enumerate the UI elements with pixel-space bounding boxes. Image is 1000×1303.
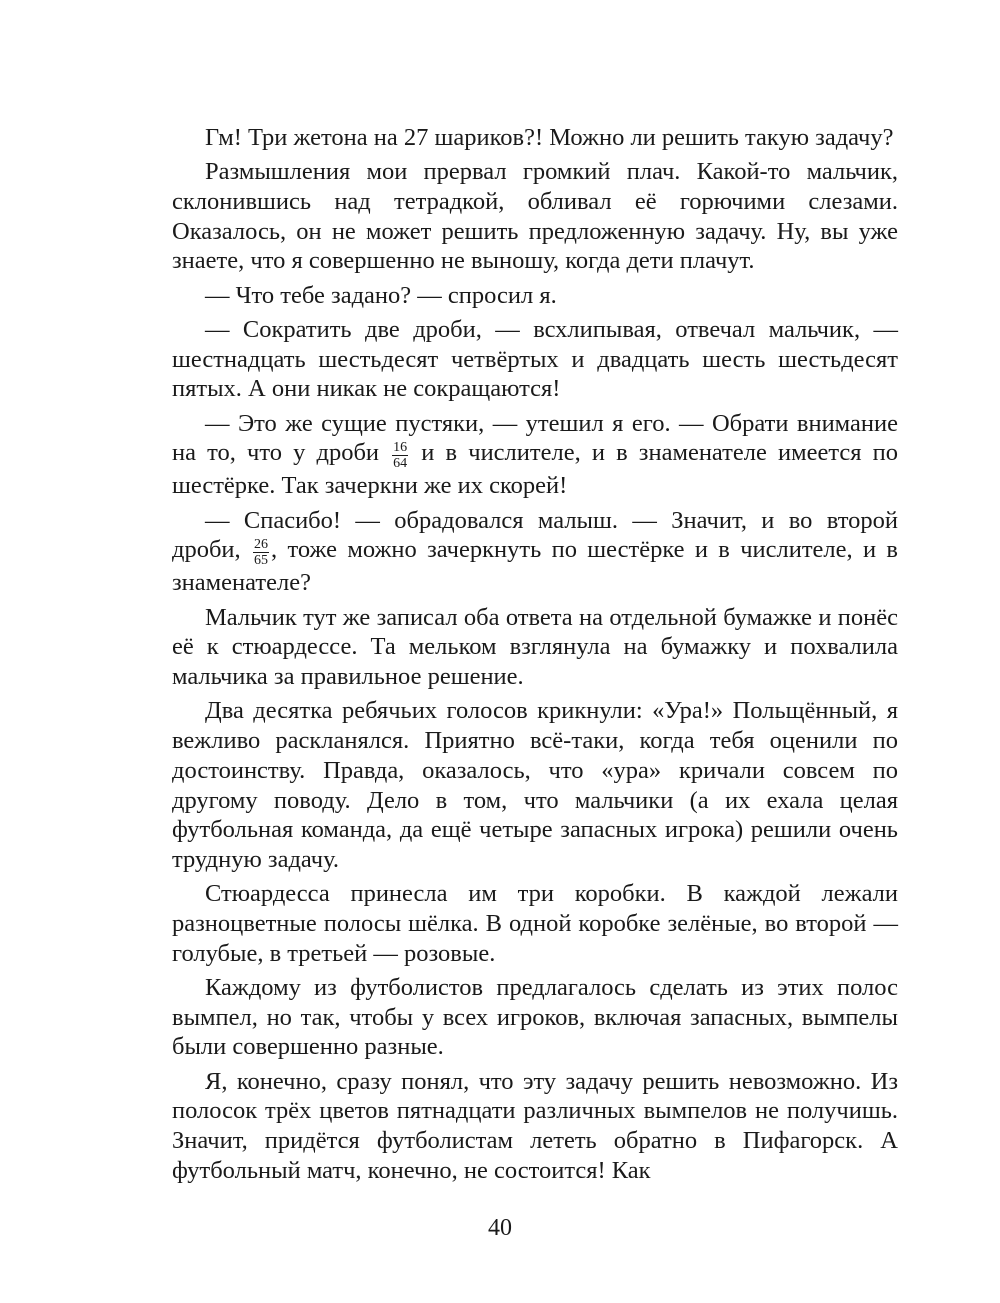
paragraph: Размышления мои прервал громкий плач. Какой-то мальчик, склонившись над тетрадкой, обливал её горючими слезами. Оказалось, он не может решить предложенную задачу. Ну, вы уже знаете, что я совершенно не выношу, когда дети плачут. <box>172 158 898 275</box>
paragraph: — Что тебе задано? — спросил я. <box>205 281 557 309</box>
page-number: 40 <box>488 1215 512 1241</box>
fraction-denominator: 65 <box>254 553 269 569</box>
paragraph: — Сократить две дроби, — всхлипывая, отвечал мальчик, — шестнадцать шестьдесят четвёртых и двадцать шесть шестьдесят пятых. А они никак не сокращаются! <box>172 316 898 403</box>
paragraph: Каждому из футболистов предлагалось сделать из этих полос вымпел, но так, чтобы у всех игроков, включая запасных, вымпелы были совершенно разные. <box>172 973 898 1061</box>
paragraph-text-after: и в числителе, и в знаменателе имеется по шестёрке. Так зачеркни же их скорей! <box>172 439 898 500</box>
fraction-denominator: 64 <box>393 456 408 472</box>
fraction-16-64 <box>392 440 408 471</box>
paragraph: Я, конечно, сразу понял, что эту задачу решить невозможно. Из полосок трёх цветов пятнадцати различных вымпелов не получишь. Значит, придётся футболистам лететь обратно в Пифагорск. А футбольный матч, конечно, не состоится! Как <box>172 1067 898 1184</box>
paragraph-with-fraction <box>172 409 898 501</box>
fraction-numerator: 26 <box>254 537 269 553</box>
paragraph-text-before: — Это же сущие пустяки, — утешил я его. — Обрати внимание на то, что у дроби <box>172 409 898 467</box>
fraction-numerator: 16 <box>393 440 408 456</box>
page-body <box>172 123 898 1190</box>
paragraph-text-after: , тоже можно зачеркнуть по шестёрке и в числителе, и в знаменателе? <box>172 536 898 597</box>
paragraph: Гм! Три жетона на 27 шариков?! Можно ли решить такую задачу? <box>205 124 894 151</box>
paragraph-with-fraction <box>172 506 898 598</box>
paragraph-text-before: — Спасибо! — обрадовался малыш. — Значит, и во второй дроби, <box>172 506 898 564</box>
paragraph: Два десятка ребячьих голосов крикнули: «Ура!» Польщённый, я вежливо раскланялся. Приятно всё-таки, когда тебя оценили по достоинству. Правда, оказалось, что «ура» кричали совсем по другому поводу. Дело в том, что мальчики (а их ехала целая футбольная команда, да ещё четыре запасных игрока) решили очень трудную задачу. <box>172 697 898 873</box>
paragraph: Мальчик тут же записал оба ответа на отдельной бумажке и понёс её к стюардессе. Та мельком взглянула на бумажку и похвалила мальчика за правильное решение. <box>172 603 898 691</box>
paragraph: Стюардесса принесла им три коробки. В каждой лежали разноцветные полосы шёлка. В одной коробке зелёные, во второй — голубые, в третьей — розовые. <box>172 880 898 967</box>
fraction-26-65 <box>253 537 269 568</box>
